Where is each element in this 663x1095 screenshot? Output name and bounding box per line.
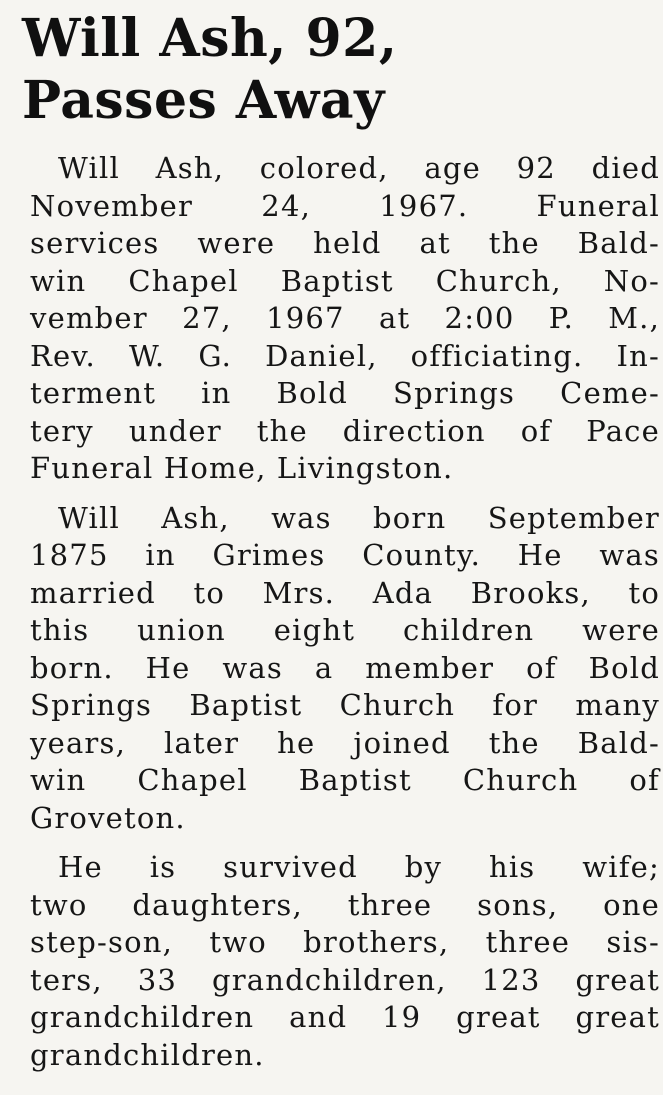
text-line: win Chapel Baptist Church, No- xyxy=(30,263,660,298)
article-body xyxy=(30,150,660,1086)
paragraph-biography xyxy=(30,500,660,838)
paragraph-funeral-services xyxy=(30,150,660,488)
text-line: services were held at the Bald- xyxy=(30,226,660,260)
text-line: tery under the direction of Pace xyxy=(30,413,660,448)
text-line: grandchildren. xyxy=(30,1037,265,1072)
text-line: terment in Bold Springs Ceme- xyxy=(30,376,660,410)
text-line: win Chapel Baptist Church of xyxy=(30,763,660,797)
text-line: married to Mrs. Ada Brooks, to xyxy=(30,575,660,610)
text-line: Will Ash, was born September xyxy=(58,500,660,535)
headline xyxy=(22,8,397,132)
paragraph-survivors xyxy=(30,849,660,1074)
text-line: Will Ash, colored, age 92 died xyxy=(58,151,660,185)
text-line: Funeral Home, Livingston. xyxy=(30,451,454,485)
text-line: Springs Baptist Church for many xyxy=(30,688,660,722)
text-line: this union eight children were xyxy=(30,613,660,647)
text-line: step-son, two brothers, three sis- xyxy=(30,925,660,959)
text-line: He is survived by his wife; xyxy=(58,850,660,884)
text-line: born. He was a member of Bold xyxy=(30,650,660,685)
text-line: November 24, 1967. Funeral xyxy=(30,188,660,223)
text-line: vember 27, 1967 at 2:00 P. M., xyxy=(30,301,660,335)
text-line: grandchildren and 19 great great xyxy=(30,1000,660,1034)
text-line: ters, 33 grandchildren, 123 great xyxy=(30,962,660,997)
text-line: 1875 in Grimes County. He was xyxy=(30,538,660,572)
text-line: years, later he joined the Bald- xyxy=(30,725,660,760)
headline-line-1: Will Ash, 92, xyxy=(22,8,398,69)
text-line: two daughters, three sons, one xyxy=(30,887,660,922)
text-line: Groveton. xyxy=(30,800,186,835)
headline-line-2: Passes Away xyxy=(22,70,385,131)
text-line: Rev. W. G. Daniel, officiating. In- xyxy=(30,338,660,373)
